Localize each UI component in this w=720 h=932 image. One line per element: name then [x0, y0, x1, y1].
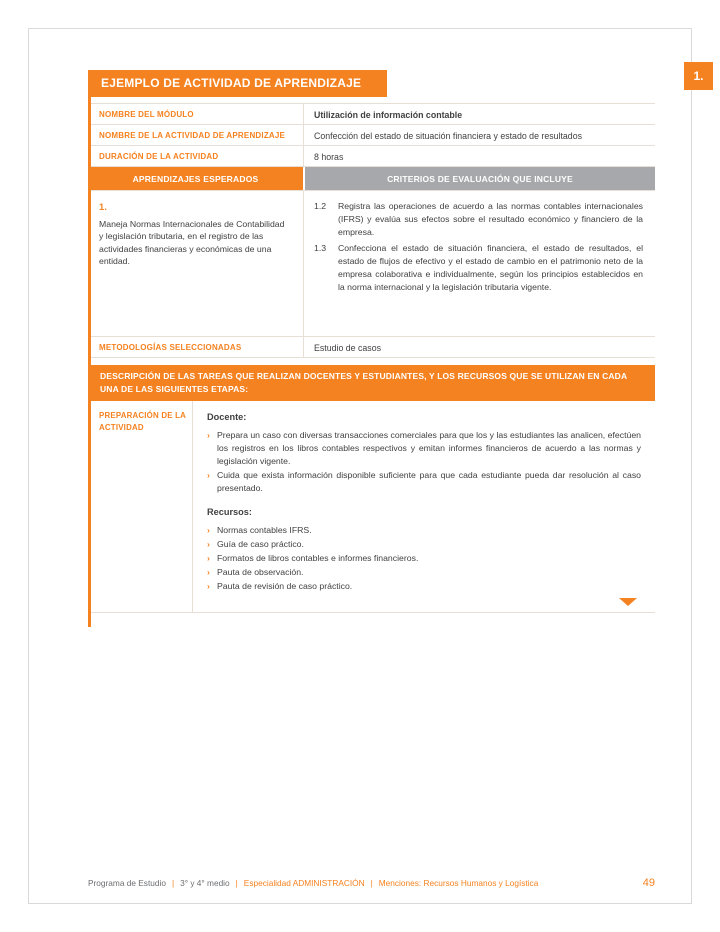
- footer-program: Programa de Estudio: [88, 878, 166, 888]
- list-item-text: Pauta de observación.: [217, 567, 304, 578]
- list-item: [207, 469, 641, 495]
- page-title: EJEMPLO DE ACTIVIDAD DE APRENDIZAJE: [88, 70, 387, 97]
- list-item-text: Prepara un caso con diversas transacciones comerciales para que los y las estudiantes las analicen, efectúen los registros en los libros contables respectivos y emitan informes financieros de acuerdo a las normas y legislación vigente.: [217, 430, 641, 467]
- footer-separator: |: [171, 878, 175, 888]
- list-item: [207, 566, 641, 579]
- bullet-icon: ›: [207, 553, 210, 564]
- preparacion-content: [192, 401, 655, 612]
- list-item-text: Formatos de libros contables e informes financieros.: [217, 553, 419, 564]
- bullet-icon: ›: [207, 430, 210, 441]
- list-item: [207, 552, 641, 565]
- bullet-icon: ›: [207, 581, 210, 592]
- row-label: METODOLOGÍAS SELECCIONADAS: [99, 343, 242, 352]
- list-item-text: Guía de caso práctico.: [217, 539, 304, 550]
- criterio-item: [314, 242, 643, 294]
- preparacion-row: [88, 401, 655, 613]
- page-number: 49: [642, 877, 655, 889]
- criterio-text: Registra las operaciones de acuerdo a las normas contables internacionales (IFRS) y evalúa sus efectos sobre el resultado económico y financiero de la empresa.: [338, 201, 643, 238]
- bullet-icon: ›: [207, 567, 210, 578]
- bullet-icon: ›: [207, 470, 210, 481]
- footer-separator: |: [370, 878, 373, 888]
- row-label: NOMBRE DE LA ACTIVIDAD DE APRENDIZAJE: [99, 131, 286, 140]
- table-left-rule: [88, 70, 91, 627]
- list-item: [207, 524, 641, 537]
- preparacion-label: PREPARACIÓN DE LA ACTIVIDAD: [99, 411, 186, 433]
- table-row-duracion: [88, 146, 655, 167]
- aprendizaje-cell: [88, 191, 303, 336]
- descripcion-banner: DESCRIPCIÓN DE LAS TAREAS QUE REALIZAN DOCENTES Y ESTUDIANTES, Y LOS RECURSOS QUE SE UTILIZAN EN CADA UNA DE LAS SIGUIENTES ETAPAS:: [88, 365, 655, 401]
- criterio-text: Confecciona el estado de situación financiera, el estado de resultados, el estado de flujos de efectivo y el estado de cambio en el patrimonio neto de la empresa colaborativa e individualmente, según los principios establecidos en la norma internacional y la legislación tributaria vigente.: [338, 243, 643, 293]
- footer-grade: 3° y 4° medio: [180, 878, 230, 888]
- docente-heading: Docente:: [207, 412, 247, 423]
- footer-specialty: Especialidad ADMINISTRACIÓN: [243, 878, 365, 888]
- table-row-actividad: [88, 125, 655, 146]
- criterios-header: CRITERIOS DE EVALUACIÓN QUE INCLUYE: [303, 167, 655, 190]
- chapter-tab: 1.: [684, 62, 713, 90]
- table-row-modulo: [88, 104, 655, 125]
- triangle-down-icon: [619, 598, 637, 606]
- page-footer: [88, 877, 655, 889]
- list-item-text: Pauta de revisión de caso práctico.: [217, 581, 353, 592]
- footer-separator: |: [235, 878, 238, 888]
- continuation-marker: [207, 598, 641, 606]
- aprendizaje-text: Maneja Normas Internacionales de Contabilidad y legislación tributaria, en el registro de las actividades financieras y económicas de una entidad.: [99, 218, 285, 267]
- list-item: [207, 538, 641, 551]
- bullet-icon: ›: [207, 525, 210, 536]
- criterio-number: 1.3: [314, 243, 327, 254]
- footer-mentions: Menciones: Recursos Humanos y Logística: [378, 878, 539, 888]
- row-value: Utilización de información contable: [303, 104, 655, 124]
- row-label: NOMBRE DEL MÓDULO: [99, 110, 194, 119]
- aprendizajes-header: APRENDIZAJES ESPERADOS: [88, 167, 303, 190]
- list-item-text: Normas contables IFRS.: [217, 525, 312, 536]
- list-item: [207, 580, 641, 593]
- table-split-header: [88, 167, 655, 191]
- bullet-icon: ›: [207, 539, 210, 550]
- row-value: Confección del estado de situación financiera y estado de resultados: [303, 125, 655, 145]
- row-value: 8 horas: [303, 146, 655, 166]
- list-item: [207, 429, 641, 468]
- recursos-heading: Recursos:: [207, 507, 252, 518]
- criterio-item: [314, 200, 643, 239]
- criterio-number: 1.2: [314, 201, 327, 211]
- aprendizaje-criterios-row: [88, 191, 655, 337]
- activity-table: [88, 103, 655, 613]
- aprendizaje-number: 1.: [99, 201, 107, 212]
- criterios-cell: [303, 191, 655, 336]
- list-item-text: Cuida que exista información disponible suficiente para que cada estudiante pueda dar resolución al caso presentado.: [217, 470, 641, 494]
- row-value: Estudio de casos: [303, 337, 655, 357]
- table-row-metodologias: [88, 337, 655, 358]
- row-label: DURACIÓN DE LA ACTIVIDAD: [99, 152, 219, 161]
